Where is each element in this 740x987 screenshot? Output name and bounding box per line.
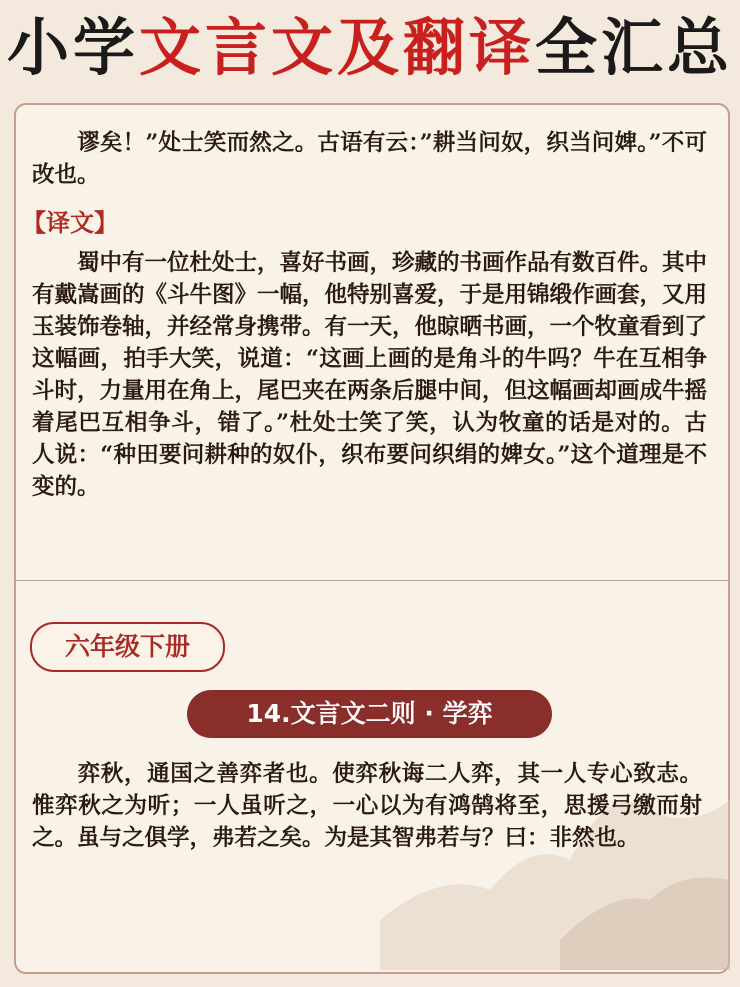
section-divider [14, 580, 728, 581]
translation-text: 蜀中有一位杜处士，喜好书画，珍藏的书画作品有数百件。其中有戴嵩画的《斗牛图》一幅，他特别喜爱，于是用锦缎作画套，又用玉装饰卷轴，并经常身携带。有一天，他晾晒书画，一个牧童看到了这幅画，拍手大笑，说道：“这画上画的是角斗的牛吗？牛在互相争斗时，力量用在角上，尾巴夹在两条后腿中间，但这幅画却画成牛摇着尾巴互相争斗，错了。”杜处士笑了笑，认为牧童的话是对的。古人说：“种田要问耕种的奴仆，织布要问织绢的婢女。”这个道理是不变的。 [32, 250, 708, 500]
lesson-title-badge: 14.文言文二则 · 学弈 [187, 690, 552, 738]
page-title: 小学文言文及翻译全汇总 [6, 11, 734, 84]
original-text-du-chushi: 谬矣！”处士笑而然之。古语有云：”耕当问奴，织当问婢。”不可改也。 [32, 130, 707, 188]
original-text-xueyi: 弈秋，通国之善弈者也。使弈秋诲二人弈，其一人专心致志。惟弈秋之为听；一人虽听之，一心以为有鸿鹄将至，思援弓缴而射之。虽与之俱学，弗若之矣。为是其智弗若与？曰：非然也。 [32, 761, 702, 851]
translation-tag: 【译文】 [22, 208, 118, 237]
grade-badge: 六年级下册 [30, 622, 225, 672]
